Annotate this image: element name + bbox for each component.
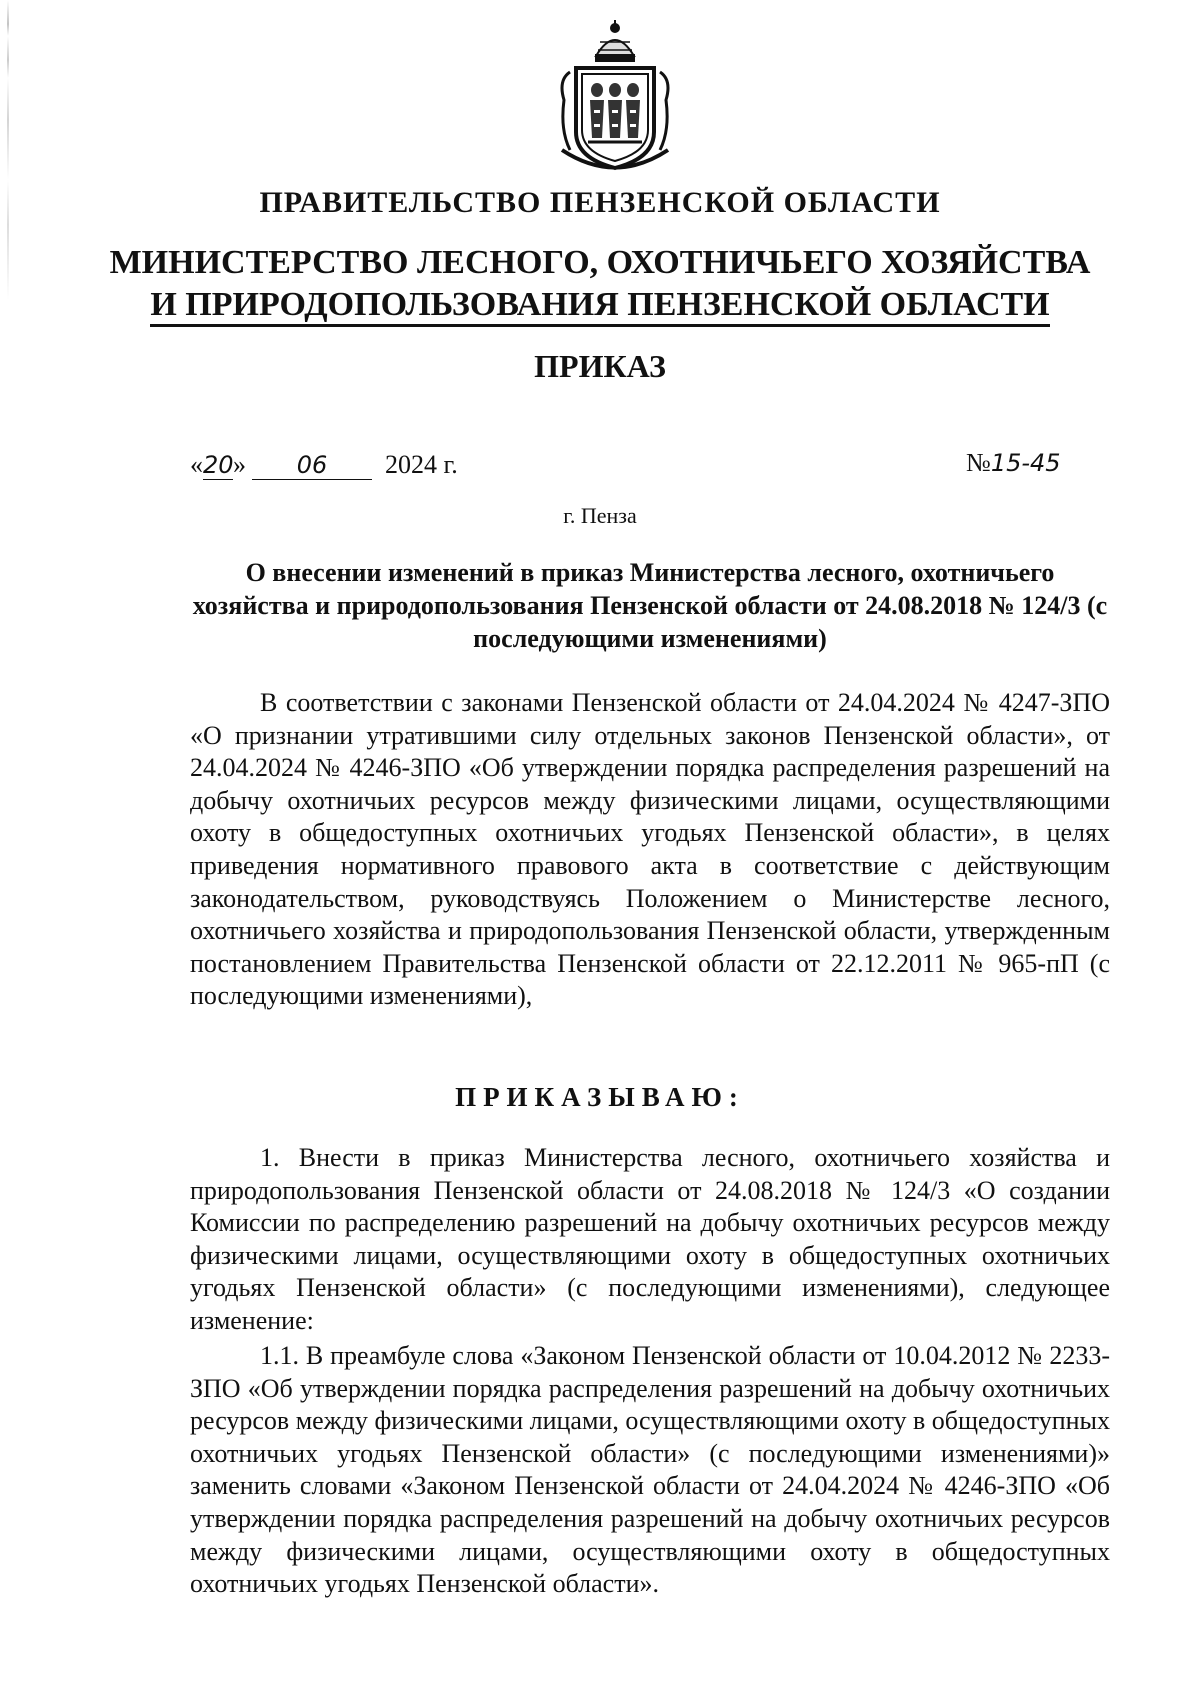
date-open-quote: « [190,450,203,479]
number-handwritten: 15-45 [990,449,1061,477]
number-prefix: № [966,448,991,477]
order-item-1-1: 1.1. В преамбуле слова «Законом Пензенской области от 10.04.2012 № 2233-ЗПО «Об утверждении порядка распределения разрешений на добычу охотничьих ресурсов между физическими лицами, осуществляющими охоту в общедоступных охотничьих угодьях Пензенской области» (с последующими изменениями)» заменить словами «Законом Пензенской области от 24.04.2024 № 4246-ЗПО «Об утверждении порядка распределения разрешений на добычу охотничьих ресурсов между физическими лицами, осуществляющими охоту в общедоступных охотничьих угодьях Пензенской области». [190,1341,1110,1599]
ministry-name-line-1: МИНИСТЕРСТВО ЛЕСНОГО, ОХОТНИЧЬЕГО ХОЗЯЙСТВА [109,244,1091,281]
order-item-1: 1. Внести в приказ Министерства лесного, охотничьего хозяйства и природопользования Пензенской области от 24.08.2018 № 124/3 «О создании Комиссии по распределению разрешений на добычу охотничьих ресурсов между физическими лицами, осуществляющими охоту в общедоступных охотничьих угодьях Пензенской области» (с последующими изменениями), следующее изменение: [190,1143,1110,1335]
coat-of-arms-emblem [556,20,674,175]
date-month-handwritten: 06 [252,451,372,480]
city-name: г. Пенза [563,503,637,528]
document-type-heading: ПРИКАЗ [534,348,666,384]
ministry-name-line-2-text: И ПРИРОДОПОЛЬЗОВАНИЯ ПЕНЗЕНСКОЙ ОБЛАСТИ [150,286,1049,327]
ministry-name-line-2 [0,286,1200,324]
preamble-paragraph: В соответствии с законами Пензенской области от 24.04.2024 № 4247-ЗПО «О признании утратившими силу отдельных законов Пензенской области», от 24.04.2024 № 4246-ЗПО «Об утверждении порядка распределения разрешений на добычу охотничьих ресурсов между физическими лицами, осуществляющими охоту в общедоступных охотничьих угодьях Пензенской области», в целях приведения нормативного правового акта в соответствие с действующим законодательством, руководствуясь Положением о Министерстве лесного, охотничьего хозяйства и природопользования Пензенской области, утвержденным постановлением Правительства Пензенской области от 22.12.2011 № 965-пП (с последующими изменениями), [190,688,1110,1011]
document-number [966,448,1061,478]
government-name: ПРАВИТЕЛЬСТВО ПЕНЗЕНСКОЙ ОБЛАСТИ [259,186,941,219]
date-year: 2024 г. [385,450,458,479]
order-word-heading: ПРИКАЗЫВАЮ: [455,1082,745,1112]
date-close-quote: » [233,450,246,479]
date-day-handwritten: 20 [203,451,234,479]
document-date [190,450,458,480]
document-title: О внесении изменений в приказ Министерства лесного, охотничьего хозяйства и природопользования Пензенской области от 24.08.2018 № 124/3 (с последующими изменениями) [192,558,1108,653]
